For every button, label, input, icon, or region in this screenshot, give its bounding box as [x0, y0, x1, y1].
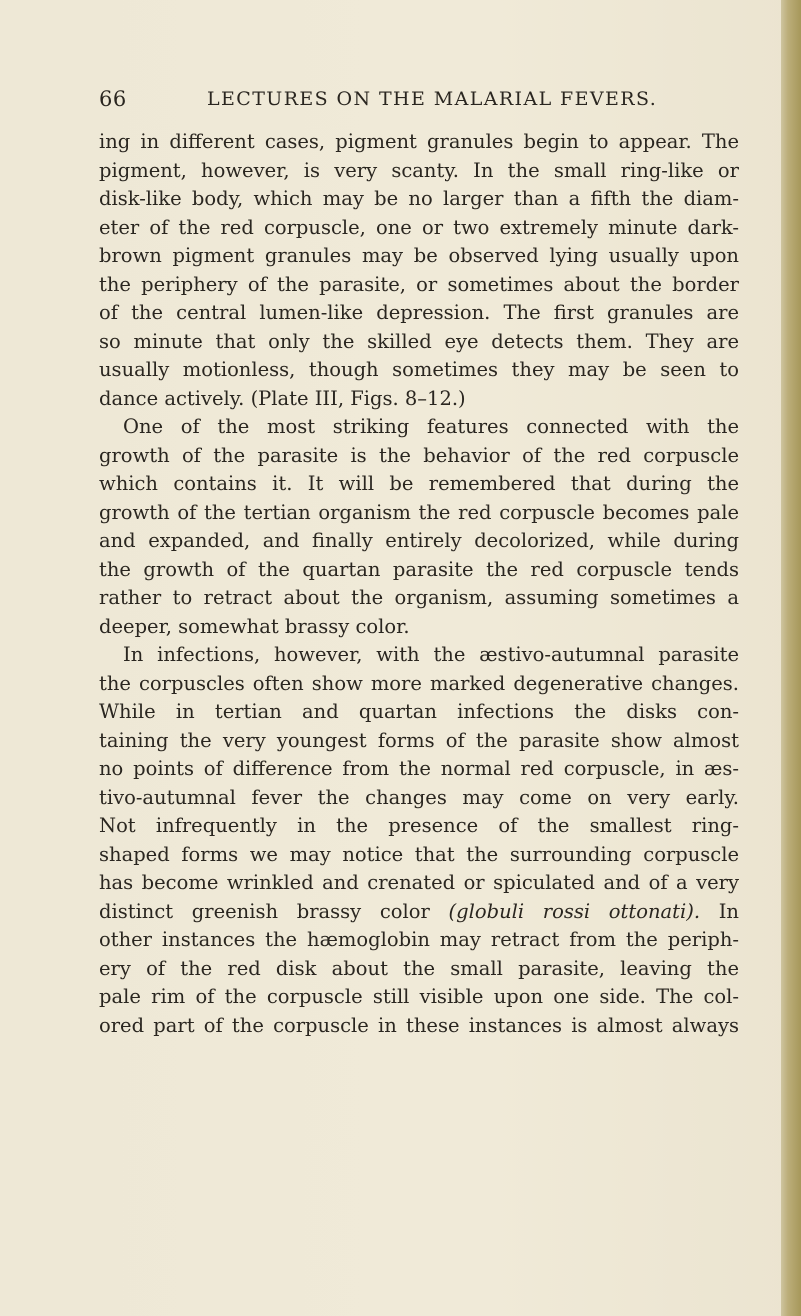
text-line: growth of the parasite is the behavior of the red corpuscle	[99, 443, 739, 467]
text-line: eter of the red corpuscle, one or two extremely minute dark-	[99, 215, 739, 239]
text-line: which contains it. It will be remembered that during the	[99, 472, 739, 495]
text-line: shaped forms we may notice that the surrounding corpuscle	[99, 842, 739, 866]
text-segment: In	[718, 899, 739, 923]
running-title: LECTURES ON THE MALARIAL FEVERS.	[207, 88, 658, 110]
text-line: the growth of the quartan parasite the red corpuscle tends	[99, 557, 739, 581]
page-header	[99, 84, 739, 114]
text-line: so minute that only the skilled eye detects them. They are	[99, 329, 739, 353]
text-line: taining the very youngest forms of the parasite show almost	[99, 728, 739, 752]
paragraph-start-line: One of the most striking features connected with the	[123, 415, 739, 438]
text-segment: distinct greenish brassy color	[99, 899, 430, 923]
text-line: no points of difference from the normal red corpuscle, in æs-	[99, 757, 739, 780]
text-line: other instances the hæmoglobin may retract from the periph-	[99, 928, 739, 951]
text-line: growth of the tertian organism the red corpuscle becomes pale	[99, 500, 739, 524]
text-line: ored part of the corpuscle in these instances is almost always	[99, 1013, 739, 1037]
text-line: pale rim of the corpuscle still visible upon one side. The col-	[99, 985, 739, 1008]
text-line: tivo-autumnal fever the changes may come on very early.	[99, 785, 739, 809]
body-text	[99, 128, 739, 1040]
text-line: ing in different cases, pigment granules begin to appear. The	[99, 130, 739, 153]
paragraph-start-line: In infections, however, with the æstivo-autumnal parasite	[123, 643, 739, 666]
italic-term: (globuli rossi ottonati).	[448, 899, 701, 923]
text-line: the corpuscles often show more marked degenerative changes.	[99, 671, 739, 695]
text-line: rather to retract about the organism, assuming sometimes a	[99, 586, 739, 609]
text-line: usually motionless, though sometimes they may be seen to	[99, 358, 739, 381]
text-line: ery of the red disk about the small parasite, leaving the	[99, 956, 739, 980]
text-line: and expanded, and finally entirely decolorized, while during	[99, 529, 739, 552]
text-line: of the central lumen-like depression. The first granules are	[99, 301, 739, 324]
text-line: pigment, however, is very scanty. In the small ring-like or	[99, 158, 739, 182]
text-line: the periphery of the parasite, or sometimes about the border	[99, 272, 739, 296]
text-line: brown pigment granules may be observed lying usually upon	[99, 244, 739, 267]
page-number: 66	[99, 87, 127, 111]
text-line: dance actively. (Plate III, Figs. 8–12.)	[99, 386, 466, 410]
text-line: While in tertian and quartan infections the disks con-	[99, 700, 739, 723]
text-line: disk-like body, which may be no larger than a fifth the diam-	[99, 187, 739, 210]
text-line: has become wrinkled and crenated or spiculated and of a very	[99, 871, 739, 894]
text-line: Not infrequently in the presence of the smallest ring-	[99, 814, 739, 837]
page-edge-shadow	[781, 0, 801, 1316]
text-line: deeper, somewhat brassy color.	[99, 614, 410, 638]
text-line-with-italic	[99, 898, 739, 927]
